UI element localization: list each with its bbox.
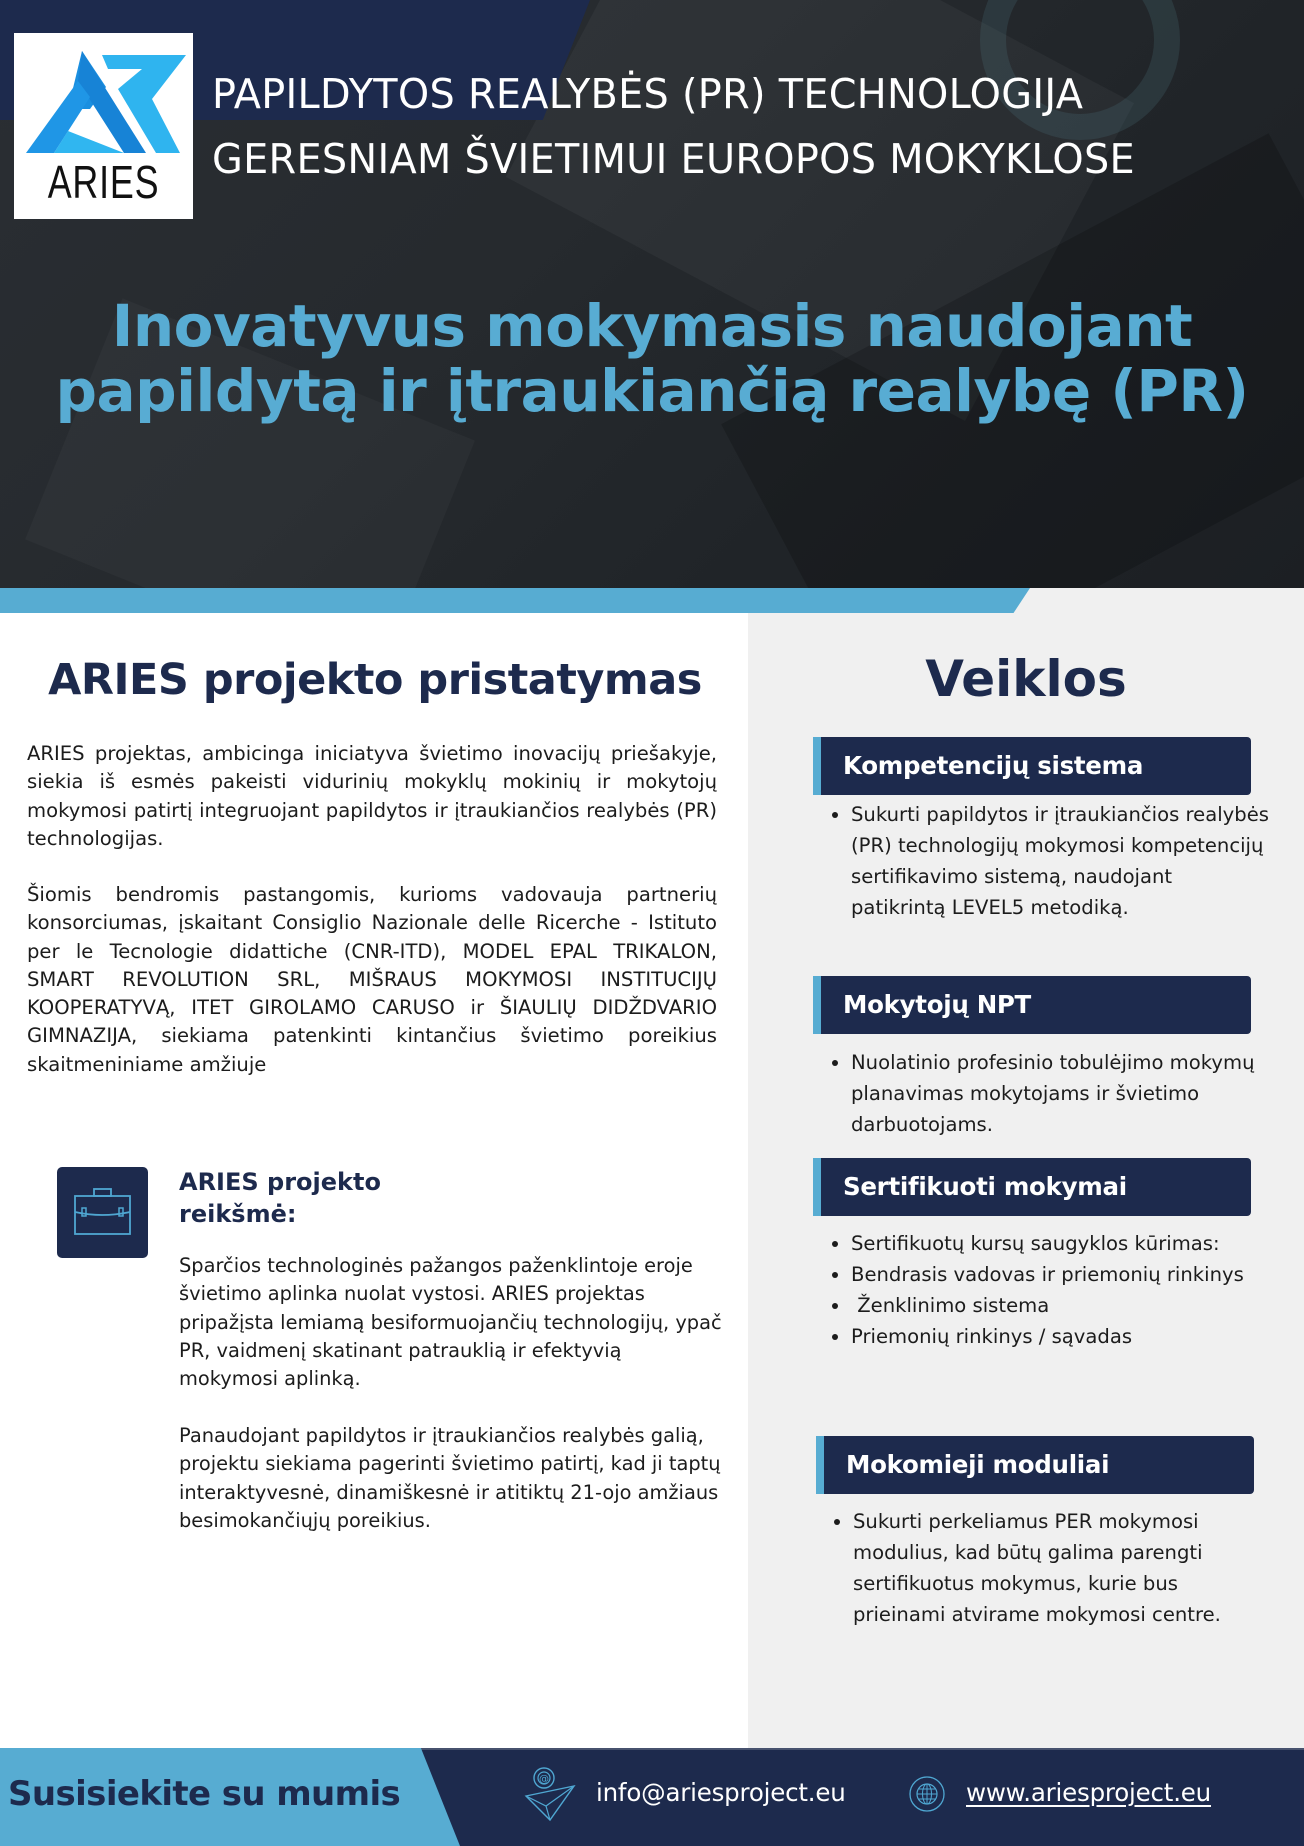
activity-item: Sukurti perkeliamus PER mokymosi modulius, kad būtų galima parengti sertifikuotus mokymus, kurie bus prieinami atvirame mokymosi centre. [834, 1506, 1274, 1630]
project-title [212, 62, 1135, 192]
value-paragraph: Panaudojant papildytos ir įtraukiančios realybės galią, projektu siekiama pagerinti švietimo patirtį, kad ji taptų interaktyvesnė, dinamiškesnė ir atitiktų 21-ojo amžiaus besimokančiųjų poreikius. [179, 1424, 721, 1532]
project-title-line: GERESNIAM ŠVIETIMUI EUROPOS MOKYKLOSE [212, 135, 1135, 183]
footer-top-line [420, 1748, 1304, 1750]
contact-footer [0, 1748, 1304, 1846]
activity-item: Nuolatinio profesinio tobulėjimo mokymų planavimas mokytojams ir švietimo darbuotojams. [832, 1047, 1272, 1140]
activity-item: Priemonių rinkinys / sąvadas [832, 1321, 1272, 1352]
project-title-line: PAPILDYTOS REALYBĖS (PR) TECHNOLOGIJA [212, 70, 1084, 118]
aries-logo-mark-icon [20, 41, 188, 159]
divider-band-gap [1027, 588, 1304, 613]
activity-list [832, 799, 1272, 923]
activity-header-competency-system: Kompetencijų sistema [813, 737, 1251, 795]
briefcase-icon-box [57, 1167, 148, 1258]
value-heading-line: ARIES projekto [179, 1168, 381, 1196]
globe-icon [909, 1776, 945, 1812]
activity-list [832, 1047, 1272, 1140]
hero-subtitle [0, 294, 1304, 424]
logo-wordmark: ARIES [47, 156, 160, 208]
hero-banner [0, 0, 1304, 588]
activity-header-learning-modules: Mokomieji moduliai [816, 1436, 1254, 1494]
briefcase-icon [71, 1186, 134, 1238]
activity-header-teacher-cpd: Mokytojų NPT [813, 976, 1251, 1034]
intro-paragraph: Šiomis bendromis pastangomis, kurioms vadovauja partnerių konsorciumas, įskaitant Consiglio Nazionale delle Ricerche - Istituto per le Tecnologie didattiche (CNR-ITD), MODEL EPAL TRIKALON, SMART REVOLUTION SRL, MIŠRAUS MOKYMOSI INSTITUCIJŲ KOOPERATYVĄ, ITET GIROLAMO CARUSO ir ŠIAULIŲ DIDŽDVARIO GIMNAZIJA, siekiama patenkinti kintančius švietimo poreikius skaitmeniniame amžiuje [27, 883, 717, 1076]
activities-heading: Veiklos [925, 650, 1127, 708]
activity-item: Ženklinimo sistema [832, 1290, 1272, 1321]
activity-item: Bendrasis vadovas ir priemonių rinkinys [832, 1259, 1272, 1290]
intro-paragraph: ARIES projektas, ambicinga iniciatyva švietimo inovacijų priešakyje, siekia iš esmės pakeisti vidurinių mokyklų mokinių ir mokytojų mokymosi patirtį integruojant papildytos ir įtraukiančios realybės (PR) technologijas. [27, 742, 717, 850]
activity-item: Sertifikuotų kursų saugyklos kūrimas: [832, 1228, 1272, 1259]
email-link[interactable]: info@ariesproject.eu [596, 1778, 846, 1807]
contact-title: Susisiekite su mumis [8, 1774, 401, 1814]
divider-band [0, 588, 1030, 613]
svg-text:@: @ [539, 1774, 549, 1785]
intro-heading: ARIES projekto pristatymas [48, 655, 702, 705]
hero-subtitle-line: papildytą ir įtraukiančią realybę (PR) [55, 357, 1249, 425]
activity-list [834, 1506, 1274, 1630]
activity-item: Sukurti papildytos ir įtraukiančios realybės (PR) technologijų mokymosi kompetencijų sertifikavimo sistemą, naudojant patikrintą LEVEL5 metodiką. [832, 799, 1272, 923]
value-heading [179, 1166, 439, 1230]
value-heading-line: reikšmė: [179, 1200, 297, 1228]
hero-subtitle-line: Inovatyvus mokymasis naudojant [111, 292, 1193, 360]
paper-plane-at-icon [524, 1766, 578, 1822]
value-paragraph: Sparčios technologinės pažangos paženklintoje eroje švietimo aplinka nuolat vystosi. ARIES projektas pripažįsta lemiamą besiformuojančių technologijų, ypač PR, vaidmenį skatinant patrauklią ir efektyvią mokymosi aplinką. [179, 1254, 722, 1391]
website-link[interactable]: www.ariesproject.eu [966, 1778, 1212, 1807]
activity-list [832, 1228, 1272, 1352]
aries-logo [14, 33, 193, 219]
activity-header-certified-trainings: Sertifikuoti mokymai [813, 1158, 1251, 1216]
